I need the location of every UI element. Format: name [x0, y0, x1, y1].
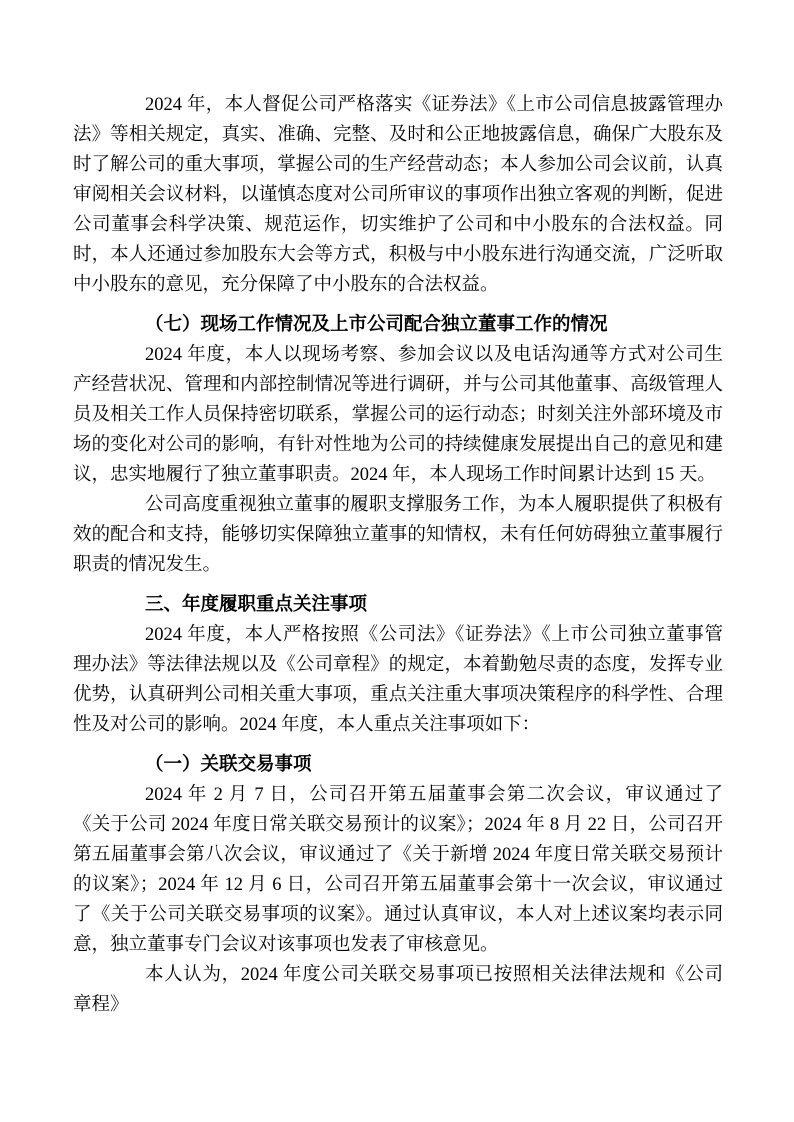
section-heading: （七）现场工作情况及上市公司配合独立董事工作的情况: [145, 315, 608, 335]
document-body: [73, 90, 723, 1020]
paragraph: 本人认为，2024 年度公司关联交易事项已按照相关法律法规和《公司章程》: [73, 965, 723, 1015]
paragraph: 2024 年 2 月 7 日，公司召开第五届董事会第二次会议，审议通过了《关于公司 2024 年度日常关联交易预计的议案》；2024 年 8 月 22 日，公司召开第五届董事会第八次会议，审议通过了《关于新增 2024 年度日常关联交易预计的议案》；2024 年 12 月 6 日，公司召开第五届董事会第十一次会议，审议通过了《关于公司关联交易事项的议案》。通过认真审议，本人对上述议案均表示同意，独立董事专门会议对该事项也发表了审核意见。: [73, 785, 723, 955]
paragraph: 2024 年度，本人严格按照《公司法》《证券法》《上市公司独立董事管理办法》等法律法规以及《公司章程》的规定，本着勤勉尽责的态度，发挥专业优势，认真研判公司相关重大事项，重点关注重大事项决策程序的科学性、合理性及对公司的影响。2024 年度，本人重点关注事项如下：: [73, 625, 723, 735]
paragraph: 2024 年，本人督促公司严格落实《证券法》《上市公司信息披露管理办法》等相关规定，真实、准确、完整、及时和公正地披露信息，确保广大股东及时了解公司的重大事项，掌握公司的生产经营动态；本人参加公司会议前，认真审阅相关会议材料，以谨慎态度对公司所审议的事项作出独立客观的判断，促进公司董事会科学决策、规范运作，切实维护了公司和中小股东的合法权益。同时，本人还通过参加股东大会等方式，积极与中小股东进行沟通交流，广泛听取中小股东的意见，充分保障了中小股东的合法权益。: [73, 95, 723, 295]
section-heading: （一）关联交易事项: [145, 755, 312, 775]
section-heading: 三、年度履职重点关注事项: [145, 595, 368, 615]
paragraph: 2024 年度，本人以现场考察、参加会议以及电话沟通等方式对公司生产经营状况、管理和内部控制情况等进行调研，并与公司其他董事、高级管理人员及相关工作人员保持密切联系，掌握公司的运行动态；时刻关注外部环境及市场的变化对公司的影响，有针对性地为公司的持续健康发展提出自己的意见和建议，忠实地履行了独立董事职责。2024 年，本人现场工作时间累计达到 15 天。: [73, 345, 723, 485]
paragraph: 公司高度重视独立董事的履职支撑服务工作，为本人履职提供了积极有效的配合和支持，能够切实保障独立董事的知情权，未有任何妨碍独立董事履行职责的情况发生。: [73, 495, 723, 575]
